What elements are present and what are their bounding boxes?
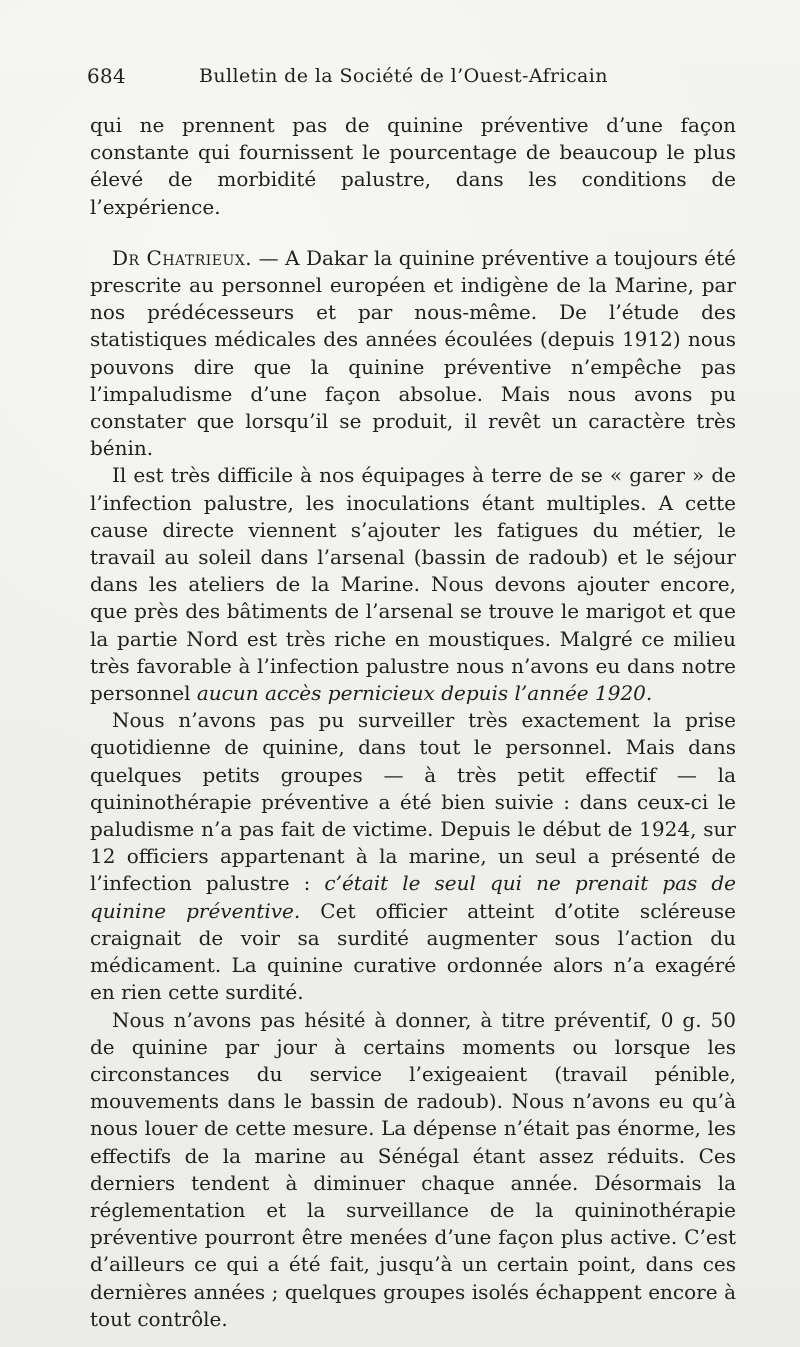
paragraph-2 <box>90 245 736 463</box>
paragraph-1: qui ne prennent pas de quinine préventive d’une façon constante qui fournissent le pourcentage de beaucoup le plus élevé de morbidité palustre, dans les conditions de l’expérience. <box>90 113 736 219</box>
paragraph-3 <box>90 462 736 707</box>
page-number: 684 <box>87 64 126 88</box>
paragraph-4 <box>90 707 736 1006</box>
speaker-name: Dr Chatrieux. <box>112 245 253 270</box>
running-head: Bulletin de la Société de l’Ouest-Africain <box>199 65 608 87</box>
paragraph-2-text: — A Dakar la quinine préventive a toujours été prescrite au personnel européen et indigène de la Marine, par nos prédécesseurs et par nous-même. De l’étude des statistiques médicales des années écoulées (depuis 1912) nous pouvons dire que la quinine préventive n’empêche pas l’impaludisme d’une façon absolue. Mais nous avons pu constater que lorsqu’il se produit, il revêt un caractère très bénin. <box>90 245 736 461</box>
paragraph-3-text: Il est très difficile à nos équipages à terre de se « garer » de l’infection palustre, les inoculations étant multiples. A cette cause directe viennent s’ajouter les fatigues du métier, le travail au soleil dans l’arsenal (bassin de radoub) et le séjour dans les ateliers de la Marine. Nous devons ajouter encore, que près des bâtiments de l’arsenal se trouve le marigot et que la partie Nord est très riche en moustiques. Malgré ce milieu très favorable à l’infection palustre nous n’avons eu dans notre personnel <box>90 463 736 706</box>
paragraph-3-emphasis: aucun accès pernicieux depuis l’année 1920. <box>196 681 653 706</box>
paragraph-5: Nous n’avons pas hésité à donner, à titre préventif, 0 g. 50 de quinine par jour à certains moments ou lorsque les circonstances du service l’exigeaient (travail pénible, mouvements dans le bassin de radoub). Nous n’avons eu qu’à nous louer de cette mesure. La dépense n’était pas énorme, les effectifs de la marine au Sénégal étant assez réduits. Ces derniers tendent à diminuer chaque année. Désormais la réglementation et la surveillance de la quininothérapie préventive pourront être menées d’une façon plus active. C’est d’ailleurs ce qui a été fait, jusqu’à un certain point, dans ces dernières années ; quelques groupes isolés échappent encore à tout contrôle. <box>90 1007 736 1331</box>
page-header <box>87 64 737 96</box>
paragraph-4-text-before: Nous n’avons pas pu surveiller très exactement la prise quotidienne de quinine, dans tout le personnel. Mais dans quelques petits groupes — à très petit effectif — la quininothérapie préventive a été bien suivie : dans ceux-ci le paludisme n’a pas fait de victime. Depuis le début de 1924, sur 12 officiers appartenant à la marine, un seul a présenté de l’infection palustre : <box>90 708 736 896</box>
paragraph-4-text-after: Cet officier atteint d’otite scléreuse craignait de voir sa surdité augmenter sous l’action du médicament. La quinine curative ordonnée alors n’a exagéré en rien cette surdité. <box>90 898 736 1005</box>
document-body <box>90 112 736 1333</box>
paragraph-4-emphasis: c’était le seul qui ne prenait pas de quinine préventive. <box>90 871 736 923</box>
